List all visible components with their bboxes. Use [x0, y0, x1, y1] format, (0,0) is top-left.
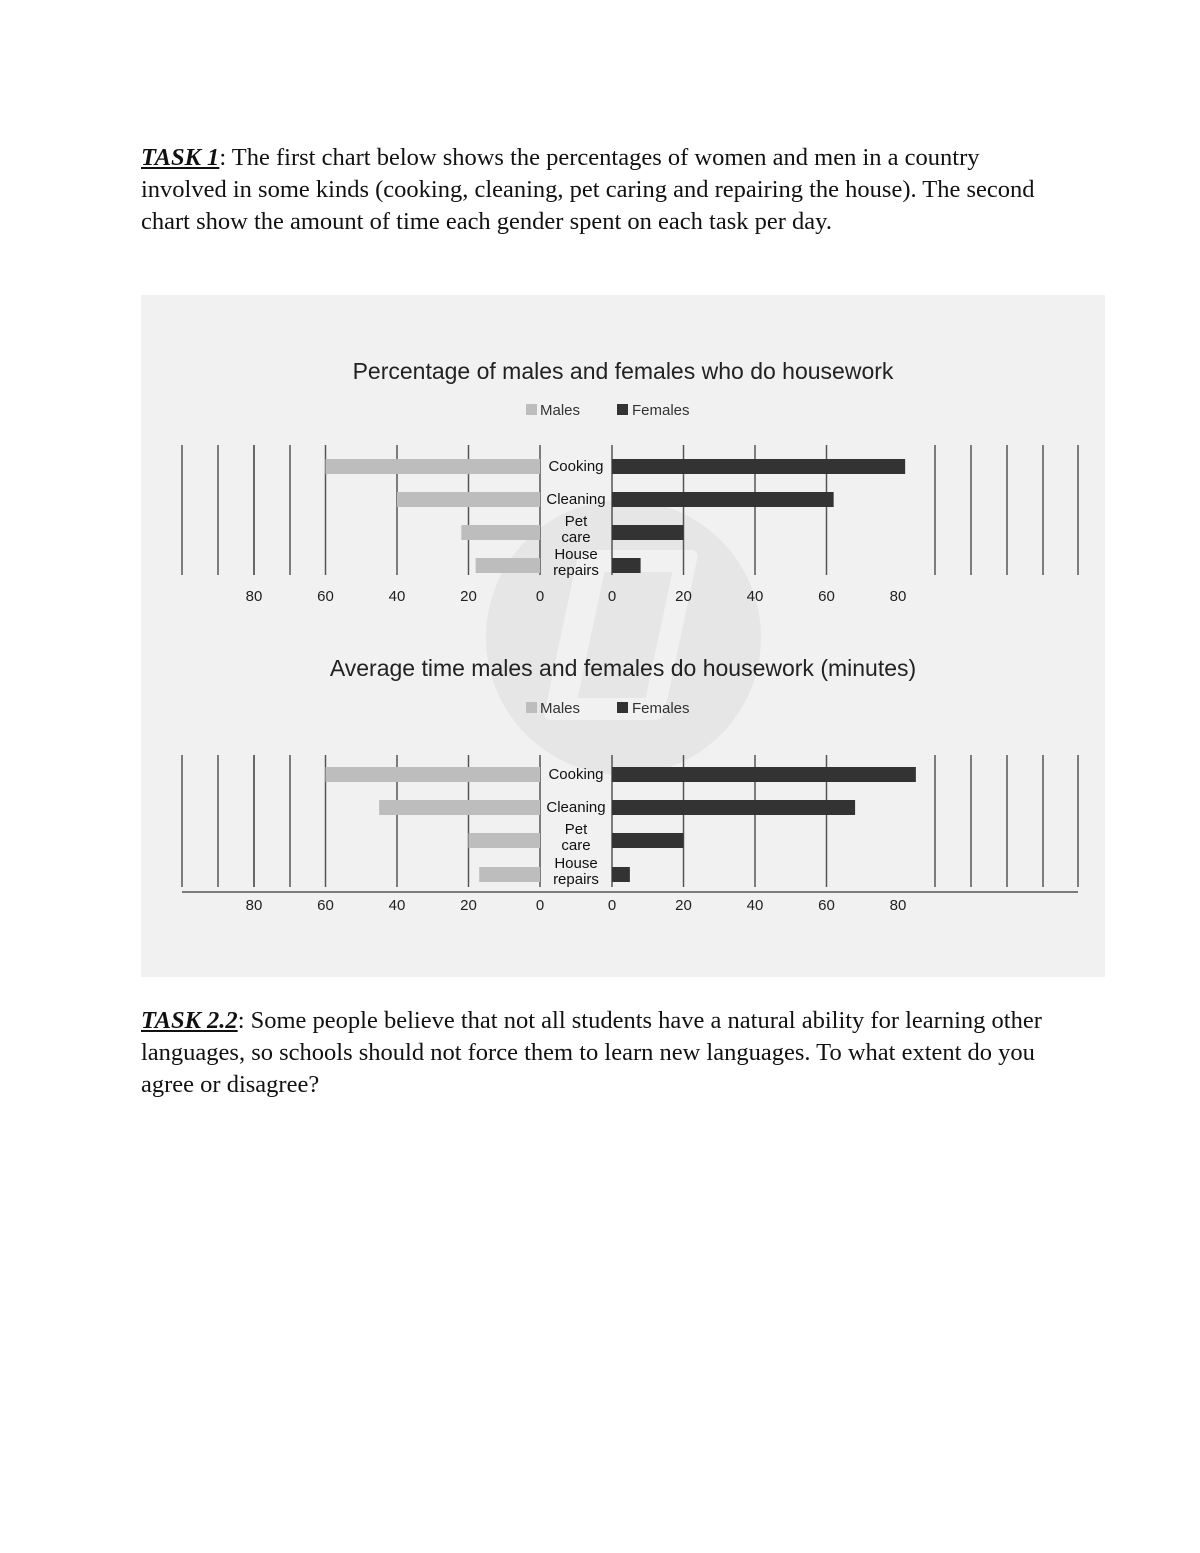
tick-label-left: 60	[317, 588, 334, 605]
category-label-line2: care	[561, 529, 591, 546]
tick-label-right: 60	[818, 588, 835, 605]
tick-label-left: 40	[388, 897, 406, 914]
tick-label-left: 80	[245, 897, 263, 914]
chart-figure	[141, 295, 1105, 977]
category-label-line1: Pet	[564, 821, 588, 838]
tick-label-left: 0	[535, 897, 545, 914]
tick-label-right: 0	[607, 897, 617, 914]
tick-label-left: 0	[535, 588, 545, 605]
category-label: Cooking	[548, 458, 604, 475]
legend-swatch-males	[526, 702, 537, 713]
bar-females-cooking	[612, 459, 905, 474]
legend-swatch-males	[526, 404, 537, 415]
tick-label-right: 60	[818, 897, 835, 914]
bar-males-cooking	[326, 459, 541, 474]
task2-text: : Some people believe that not all students have a natural ability for learning other languages, so schools should not force them to learn new languages. To what extent do you agree or disagree?	[141, 1007, 1042, 1098]
bar-females-cleaning	[612, 492, 834, 507]
tick-label-left: 40	[388, 588, 406, 605]
legend-label-males: Males	[540, 402, 581, 419]
bar-males-house-repairs	[476, 558, 540, 573]
tick-label-right: 0	[607, 588, 617, 605]
bar-males-house-repairs	[479, 867, 540, 882]
tick-label-right: 80	[889, 588, 907, 605]
category-label-line1: House	[554, 855, 598, 872]
bar-females-cleaning	[612, 800, 855, 815]
category-label-line2: repairs	[553, 871, 599, 888]
task1-label: TASK 1	[141, 144, 220, 171]
bar-females-pet-care	[612, 833, 684, 848]
tick-label-right: 40	[746, 897, 764, 914]
tick-label-left: 80	[245, 588, 263, 605]
chart-svg	[141, 295, 1105, 977]
category-label: Cleaning	[546, 799, 606, 816]
bar-males-cleaning	[397, 492, 540, 507]
legend-label-females: Females	[632, 402, 690, 419]
legend-label-males: Males	[540, 700, 581, 717]
tick-label-left: 60	[317, 897, 334, 914]
task1-text: : The first chart below shows the percentages of women and men in a country involved in some kinds (cooking, cleaning, pet caring and repairing the house). The second chart show the amount of time each gender spent on each task per day.	[141, 144, 1035, 235]
bar-females-house-repairs	[612, 558, 641, 573]
category-label-line2: repairs	[553, 562, 599, 579]
task2-paragraph	[141, 1005, 1081, 1101]
category-label: Cleaning	[546, 491, 606, 508]
tick-label-right: 80	[889, 897, 907, 914]
legend-swatch-females	[617, 404, 628, 415]
category-label-line1: House	[554, 546, 598, 563]
chart-title: Percentage of males and females who do housework	[352, 358, 894, 384]
bar-males-cleaning	[379, 800, 540, 815]
tick-label-right: 40	[746, 588, 764, 605]
bar-females-house-repairs	[612, 867, 630, 882]
chart-title: Average time males and females do housework (minutes)	[329, 655, 917, 681]
task2-label: TASK 2.2	[141, 1007, 238, 1034]
bar-males-cooking	[326, 767, 541, 782]
category-label-line2: care	[561, 837, 591, 854]
bar-females-cooking	[612, 767, 916, 782]
bar-males-pet-care	[461, 525, 540, 540]
legend-swatch-females	[617, 702, 628, 713]
bar-males-pet-care	[469, 833, 541, 848]
legend-label-females: Females	[632, 700, 690, 717]
tick-label-right: 20	[675, 588, 692, 605]
tick-label-left: 20	[460, 588, 477, 605]
tick-label-right: 20	[675, 897, 692, 914]
category-label: Cooking	[548, 766, 604, 783]
bar-females-pet-care	[612, 525, 684, 540]
category-label-line1: Pet	[564, 513, 588, 530]
task1-paragraph	[141, 142, 1071, 238]
tick-label-left: 20	[460, 897, 477, 914]
